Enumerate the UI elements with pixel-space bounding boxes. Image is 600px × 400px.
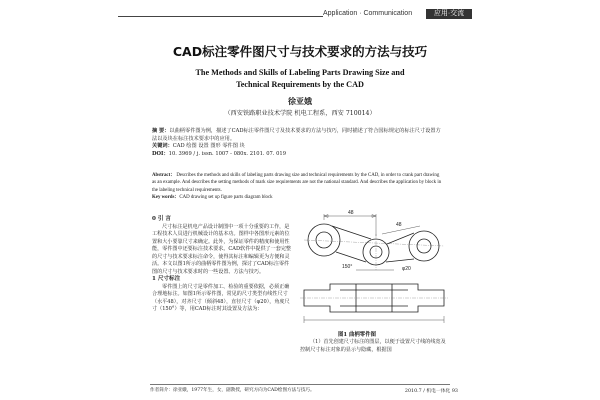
keywords-cn	[152, 143, 444, 151]
right-column-paragraph: （1）首先创建尺寸标注的图层，以便于设置尺寸线的线宽及控制尺寸标注对象的显示与隐藏，根据国	[300, 339, 446, 353]
header-section-label: Application · Communication	[323, 10, 413, 17]
abstract-cn-body	[152, 128, 444, 143]
crank-part-drawing	[296, 208, 452, 328]
figure-caption: 图1 曲柄零件图	[338, 332, 376, 338]
abstract-cn-label: 摘 要：	[152, 128, 170, 134]
section-heading-intro: 0 引 言	[152, 216, 171, 222]
doi-line	[152, 151, 444, 159]
abstract-cn-text: 以曲柄零件图为例，描述了CAD标注零件图尺寸及技术要求的方法与技巧，同时描述了符合国标规定的标注尺寸设置方法以及块在标注技术要求中的应用。	[152, 128, 441, 142]
dim-label-aligned: 48	[396, 222, 402, 228]
crank-front-view	[300, 284, 448, 323]
author-name: 徐亚娥	[288, 96, 312, 106]
article-title-en-line1: The Methods and Skills of Labeling Parts Drawing Size and	[195, 68, 405, 77]
doi-text: 10. 3969 / j. issn. 1007 - 080x. 2101. 07. 019	[168, 150, 286, 157]
keywords-en-label: Key words：	[152, 195, 180, 201]
article-title-cn: CAD标注零件图尺寸与技术要求的方法与技巧	[172, 44, 428, 59]
keywords-en-text: CAD drawing set up figure parts diagram block	[179, 195, 273, 201]
dimension-paragraph: 零件图上的尺寸是零件加工、检验的重要依据，必须正确合理地标注。如图1所示零件图，常见的尺寸类型有线性尺寸（水平48），对齐尺寸（倾斜48），直径尺寸（φ20），角度尺寸（150°）等，用CAD标注时其设置及方法为：	[152, 283, 290, 312]
doi-label: DOI：	[152, 150, 169, 157]
footnote-rule	[150, 384, 450, 385]
article-title-en-line2: Technical Requirements by the CAD	[236, 80, 364, 89]
abstract-cn	[152, 128, 444, 158]
section-heading-dimension: 1 尺寸标注	[152, 276, 181, 282]
header-section-tag: 应用·交流	[426, 9, 472, 19]
article-title-en	[150, 67, 450, 91]
page-number: 2010.7 / 机电一体化 93	[404, 389, 458, 394]
abstract-en-text: Describes the methods and skills of labeling parts drawing size and technical requirements by the CAD, in order to crank part drawing as an example. And describes the setting methods of mark size requirements are not the national standard. And describes the application by block in the labeling technical requirements.	[152, 173, 442, 193]
dim-label-angle: 150°	[342, 264, 353, 270]
crank-top-view	[304, 224, 444, 270]
dimension-lines	[324, 214, 420, 270]
author-affiliation: （西安铁路职业技术学院 机电工程系，西安 710014）	[224, 110, 376, 117]
abstract-en-label: Abstract：	[152, 173, 176, 178]
author-footnote: 作者简介：徐亚娥，1977年生，女，副教授，研究方向为CAD绘图方法与技巧。	[150, 388, 315, 393]
dim-label-horizontal: 48	[348, 210, 354, 216]
abstract-en-body	[152, 172, 444, 194]
abstract-en	[152, 172, 444, 202]
keywords-en	[152, 194, 444, 201]
body-left-column	[152, 216, 292, 314]
dim-label-diameter: φ20	[402, 266, 411, 272]
keywords-cn-text: CAD 绘图 设置 图形 零件图 块	[172, 143, 245, 150]
body-right-column	[300, 339, 450, 354]
header-rule	[118, 16, 323, 17]
keywords-cn-label: 关键词：	[152, 143, 173, 150]
intro-paragraph: 尺寸标注是机电产品设计制图中一项十分重要的工作，是工程技术人员进行机械设计的基本功。图样中各图形元素的位置和大小要靠尺寸来确定。此外，为保证零件的精度和使用性能，零件图中还要标注技术要求。CAD软件中提供了一套完整的尺寸与技术要求标注命令，使得其标注和编辑更为方便和灵活。本文以图1所示的曲柄零件图为例，探讨了CAD标注零件图的尺寸与技术要求时的一些设置、方法与技巧。	[152, 223, 292, 275]
